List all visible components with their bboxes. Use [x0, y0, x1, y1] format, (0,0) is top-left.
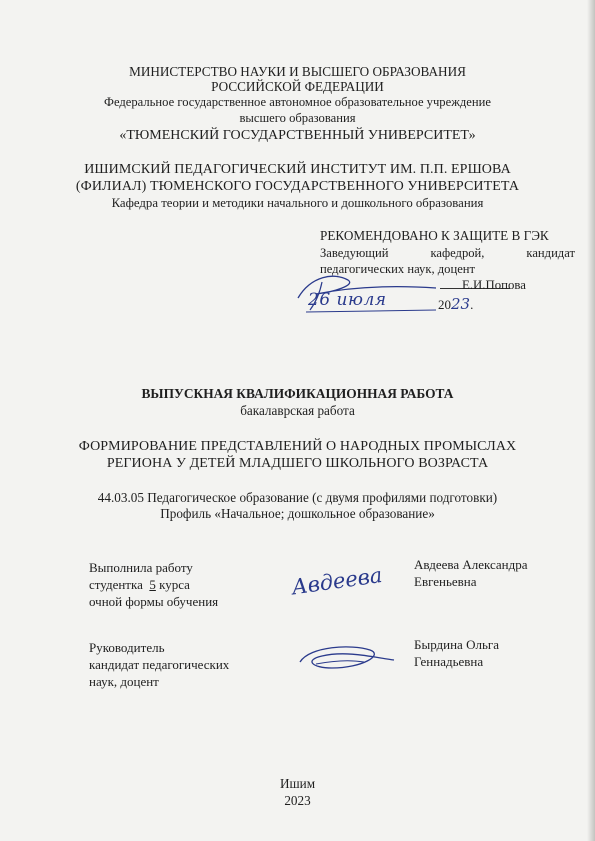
student-label-1: Выполнила работу — [89, 560, 193, 575]
student-label-2-post: курса — [159, 577, 190, 592]
approval-year — [438, 296, 473, 313]
program-code: 44.03.05 Педагогическое образование (с двумя профилями подготовки) — [97, 490, 498, 505]
approval-word-1: Заведующий — [320, 246, 389, 260]
supervisor-label-1: Руководитель — [89, 640, 165, 655]
institution-type-line-2: высшего образования — [239, 111, 356, 125]
approval-year-prefix: 20 — [438, 297, 451, 312]
student-label-3: очной формы обучения — [89, 594, 219, 609]
student-name-line-1: Авдеева Александра — [414, 557, 528, 572]
approval-signer: Е.И.Попова — [462, 278, 526, 292]
footer-year: 2023 — [284, 793, 311, 808]
institute-line-2: (ФИЛИАЛ) ТЮМЕНСКОГО ГОСУДАРСТВЕННОГО УНИВЕРСИТЕТА — [75, 179, 520, 194]
student-signature — [290, 562, 384, 602]
student-name-line-2: Евгеньевна — [414, 574, 477, 589]
institution-type-line-1: Федеральное государственное автономное образовательное учреждение — [104, 95, 491, 109]
work-subtype: бакалаврская работа — [240, 403, 355, 418]
student-label-2 — [89, 577, 190, 593]
page-edge-shadow — [587, 0, 595, 841]
ministry-line-2: РОССИЙСКОЙ ФЕДЕРАЦИИ — [211, 79, 384, 94]
work-title-line-2: РЕГИОНА У ДЕТЕЙ МЛАДШЕГО ШКОЛЬНОГО ВОЗРАСТА — [106, 456, 489, 471]
department-name: Кафедра теории и методики начального и дошкольного образования — [111, 196, 484, 210]
institute-line-1: ИШИМСКИЙ ПЕДАГОГИЧЕСКИЙ ИНСТИТУТ ИМ. П.П. ЕРШОВА — [84, 162, 511, 177]
program-profile: Профиль «Начальное; дошкольное образование» — [160, 506, 435, 521]
approval-year-suffix: . — [470, 297, 474, 312]
supervisor-signature — [292, 638, 402, 678]
work-type: ВЫПУСКНАЯ КВАЛИФИКАЦИОННАЯ РАБОТА — [141, 386, 454, 401]
student-course-number: 5 — [149, 577, 156, 592]
supervisor-label-3: наук, доцент — [89, 674, 159, 689]
svg-text:Авдеева: Авдеева — [290, 562, 384, 600]
approval-word-3: кандидат — [526, 246, 575, 260]
footer-city: Ишим — [279, 776, 316, 791]
ministry-line-1: МИНИСТЕРСТВО НАУКИ И ВЫСШЕГО ОБРАЗОВАНИЯ — [129, 64, 466, 79]
supervisor-label-2: кандидат педагогических — [89, 657, 230, 672]
approval-position-line — [320, 245, 575, 261]
approval-date-handwritten: 26 июля — [308, 290, 387, 310]
approval-title: РЕКОМЕНДОВАНО К ЗАЩИТЕ В ГЭК — [320, 228, 549, 243]
approval-word-2: кафедрой, — [430, 246, 485, 260]
approval-degree-line: педагогических наук, доцент — [320, 262, 476, 276]
work-title-line-1: ФОРМИРОВАНИЕ ПРЕДСТАВЛЕНИЙ О НАРОДНЫХ ПРОМЫСЛАХ — [78, 439, 517, 454]
supervisor-name-line-2: Геннадьевна — [414, 654, 484, 669]
approval-year-handwritten: 23 — [451, 295, 471, 313]
student-label-2-pre: студентка — [89, 577, 143, 592]
supervisor-name-line-1: Бырдина Ольга — [414, 637, 499, 652]
university-name: «ТЮМЕНСКИЙ ГОСУДАРСТВЕННЫЙ УНИВЕРСИТЕТ» — [119, 128, 476, 143]
